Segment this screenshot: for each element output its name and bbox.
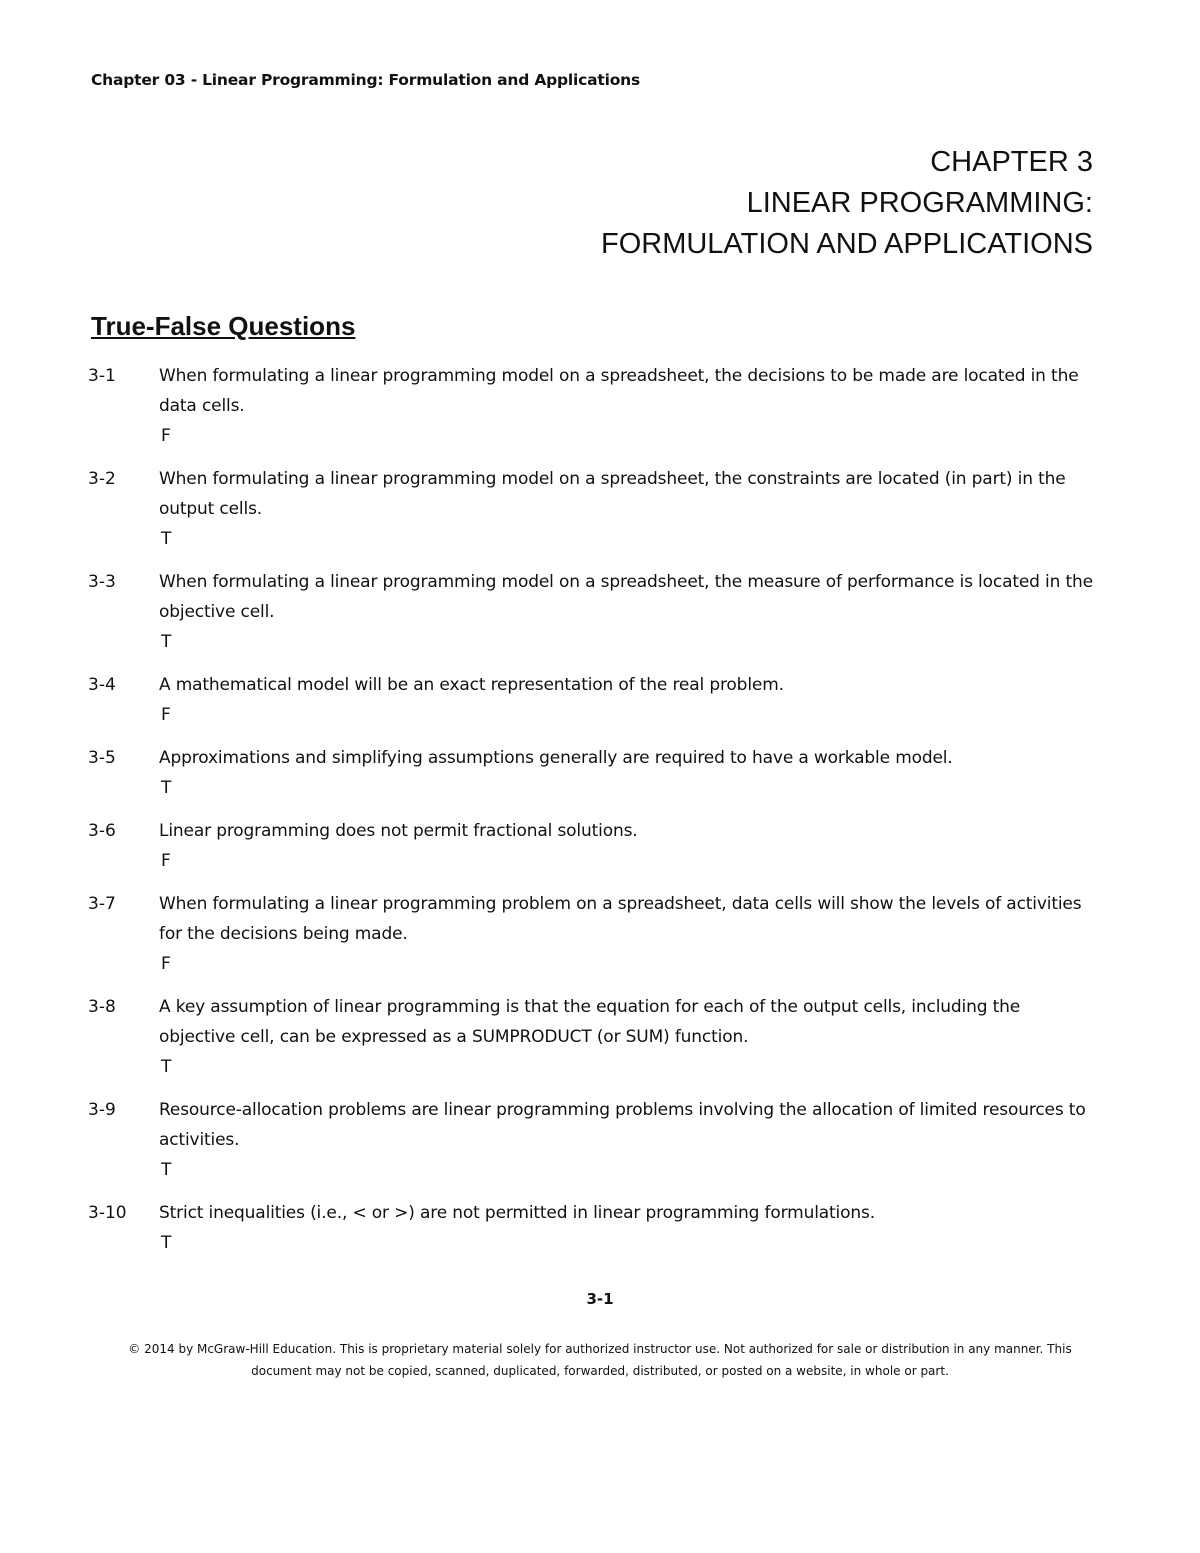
- question-body: [159, 464, 1098, 554]
- question-item: [88, 816, 1098, 876]
- question-number: 3-9: [88, 1100, 116, 1120]
- page-number: 3-1: [586, 1290, 614, 1308]
- question-body: [159, 361, 1098, 451]
- question-text: When formulating a linear programming model on a spreadsheet, the decisions to be made are located in the data cells.: [159, 366, 1079, 416]
- question-number: 3-8: [88, 997, 116, 1017]
- question-item: [88, 1198, 1098, 1258]
- chapter-title-line-1: CHAPTER 3: [930, 146, 1093, 178]
- question-text: Resource-allocation problems are linear programming problems involving the allocation of limited resources to activities.: [159, 1100, 1086, 1150]
- question-item: [88, 670, 1098, 730]
- question-text: A key assumption of linear programming is that the equation for each of the output cells, including the objective cell, can be expressed as a SUMPRODUCT (or SUM) function.: [159, 997, 1021, 1047]
- question-text: When formulating a linear programming problem on a spreadsheet, data cells will show the levels of activities for the decisions being made.: [159, 894, 1082, 944]
- question-item: [88, 567, 1098, 657]
- copyright-notice: [80, 1338, 1120, 1382]
- question-answer: T: [161, 1057, 172, 1077]
- question-body: [159, 567, 1098, 657]
- question-text: Linear programming does not permit fractional solutions.: [159, 821, 638, 841]
- question-number: 3-2: [88, 469, 116, 489]
- question-body: [159, 889, 1098, 979]
- chapter-title: [601, 142, 1093, 265]
- question-item: [88, 889, 1098, 979]
- question-text: When formulating a linear programming model on a spreadsheet, the constraints are located (in part) in the output cells.: [159, 469, 1066, 519]
- question-number: 3-5: [88, 748, 116, 768]
- copyright-line-2: document may not be copied, scanned, duplicated, forwarded, distributed, or posted on a website, in whole or part.: [251, 1364, 949, 1378]
- question-answer: T: [161, 1160, 172, 1180]
- question-body: [159, 743, 1098, 803]
- question-answer: F: [161, 954, 171, 974]
- question-answer: F: [161, 851, 171, 871]
- question-item: [88, 1095, 1098, 1185]
- question-body: [159, 1095, 1098, 1185]
- question-answer: T: [161, 1233, 172, 1253]
- question-text: When formulating a linear programming model on a spreadsheet, the measure of performance is located in the objective cell.: [159, 572, 1093, 622]
- question-number: 3-4: [88, 675, 116, 695]
- question-number: 3-3: [88, 572, 116, 592]
- question-item: [88, 464, 1098, 554]
- section-heading: True-False Questions: [91, 311, 356, 341]
- question-body: [159, 992, 1098, 1082]
- question-body: [159, 670, 1098, 730]
- question-item: [88, 992, 1098, 1082]
- question-answer: F: [161, 705, 171, 725]
- chapter-title-line-3: FORMULATION AND APPLICATIONS: [600, 228, 1093, 260]
- question-number: 3-10: [88, 1203, 127, 1223]
- question-text: A mathematical model will be an exact representation of the real problem.: [159, 675, 784, 695]
- question-text: Approximations and simplifying assumptions generally are required to have a workable model.: [159, 748, 953, 768]
- running-header: Chapter 03 - Linear Programming: Formulation and Applications: [91, 71, 641, 89]
- question-answer: F: [161, 426, 171, 446]
- question-answer: T: [161, 778, 172, 798]
- chapter-title-line-2: LINEAR PROGRAMMING:: [746, 187, 1093, 219]
- question-number: 3-1: [88, 366, 116, 386]
- question-item: [88, 361, 1098, 451]
- question-answer: T: [161, 529, 172, 549]
- question-text: Strict inequalities (i.e., < or >) are not permitted in linear programming formulations.: [159, 1203, 875, 1223]
- question-number: 3-6: [88, 821, 116, 841]
- question-item: [88, 743, 1098, 803]
- question-answer: T: [161, 632, 172, 652]
- copyright-line-1: © 2014 by McGraw-Hill Education. This is proprietary material solely for authorized instructor use. Not authorized for sale or distribution in any manner. This: [128, 1342, 1072, 1356]
- question-number: 3-7: [88, 894, 116, 914]
- question-body: [159, 816, 1098, 876]
- question-body: [159, 1198, 1098, 1258]
- question-list: [88, 361, 1098, 1271]
